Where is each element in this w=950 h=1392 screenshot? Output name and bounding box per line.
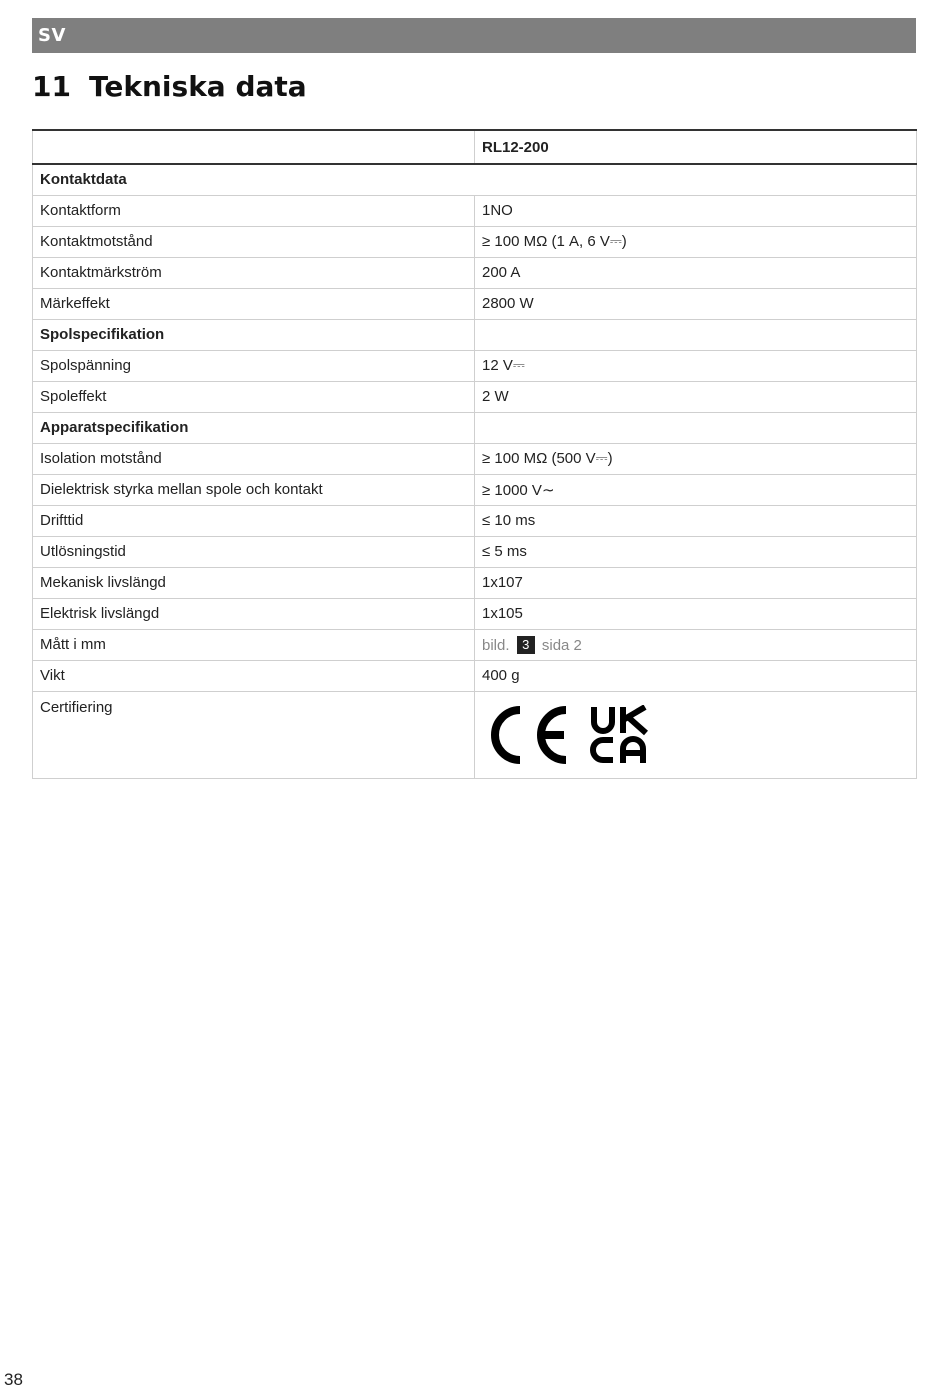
table-row xyxy=(33,226,917,257)
row-label: Certifiering xyxy=(33,691,475,778)
table-row xyxy=(33,567,917,598)
table-row xyxy=(33,691,917,778)
group-empty-cell xyxy=(475,412,917,443)
row-label: Mekanisk livslängd xyxy=(33,567,475,598)
table-row xyxy=(33,257,917,288)
row-value: ≤ 10 ms xyxy=(475,505,917,536)
section-title: Tekniska data xyxy=(89,69,307,103)
row-value: 12 V⎓ xyxy=(475,350,917,381)
table-header-row xyxy=(33,130,917,164)
figure-ref-suffix: sida 2 xyxy=(541,636,582,654)
row-label: Kontaktmotstånd xyxy=(33,226,475,257)
row-value: ≥ 100 MΩ (1 A, 6 V⎓) xyxy=(475,226,917,257)
row-label: Elektrisk livslängd xyxy=(33,598,475,629)
figure-ref-prefix: bild. xyxy=(482,636,510,654)
row-label: Kontaktform xyxy=(33,195,475,226)
row-value: 200 A xyxy=(475,257,917,288)
row-label: Isolation motstånd xyxy=(33,443,475,474)
row-value: 2800 W xyxy=(475,288,917,319)
row-value: ≥ 100 MΩ (500 V⎓) xyxy=(475,443,917,474)
row-label: Dielektrisk styrka mellan spole och kontakt xyxy=(33,474,475,505)
ukca-mark-icon xyxy=(590,705,650,765)
table-row xyxy=(33,288,917,319)
row-value: 400 g xyxy=(475,660,917,691)
table-row xyxy=(33,443,917,474)
row-label: Märkeffekt xyxy=(33,288,475,319)
group-empty-cell xyxy=(475,319,917,350)
group-row-coil xyxy=(33,319,917,350)
row-label: Kontaktmärkström xyxy=(33,257,475,288)
table-row xyxy=(33,381,917,412)
row-label: Mått i mm xyxy=(33,629,475,660)
group-heading: Kontaktdata xyxy=(33,164,917,195)
table-row xyxy=(33,474,917,505)
group-row-contact xyxy=(33,164,917,195)
table-row xyxy=(33,195,917,226)
row-value: ≤ 5 ms xyxy=(475,536,917,567)
row-value: 1x105 xyxy=(475,598,917,629)
row-label: Utlösningstid xyxy=(33,536,475,567)
row-label: Drifttid xyxy=(33,505,475,536)
section-heading xyxy=(32,68,307,104)
language-bar xyxy=(32,18,916,53)
row-value: 2 W xyxy=(475,381,917,412)
table-row xyxy=(33,598,917,629)
figure-reference[interactable] xyxy=(475,629,917,660)
model-header: RL12-200 xyxy=(475,130,917,164)
table-row xyxy=(33,629,917,660)
section-number: 11 xyxy=(32,69,71,103)
row-value: ≥ 1000 V∼ xyxy=(475,474,917,505)
certification-marks xyxy=(475,691,917,778)
group-heading: Apparatspecifikation xyxy=(33,412,475,443)
technical-data-table xyxy=(32,129,917,779)
table-row xyxy=(33,505,917,536)
row-label: Vikt xyxy=(33,660,475,691)
language-code: SV xyxy=(38,25,66,46)
header-empty-cell xyxy=(33,130,475,164)
page-number: 38 xyxy=(4,1370,23,1389)
group-heading: Spolspecifikation xyxy=(33,319,475,350)
row-label: Spolspänning xyxy=(33,350,475,381)
table-row xyxy=(33,536,917,567)
row-label: Spoleffekt xyxy=(33,381,475,412)
row-value: 1x107 xyxy=(475,567,917,598)
table-row xyxy=(33,660,917,691)
row-value: 1NO xyxy=(475,195,917,226)
group-row-device xyxy=(33,412,917,443)
table-row xyxy=(33,350,917,381)
ce-mark-icon xyxy=(490,705,572,765)
figure-number-badge: 3 xyxy=(517,636,535,654)
